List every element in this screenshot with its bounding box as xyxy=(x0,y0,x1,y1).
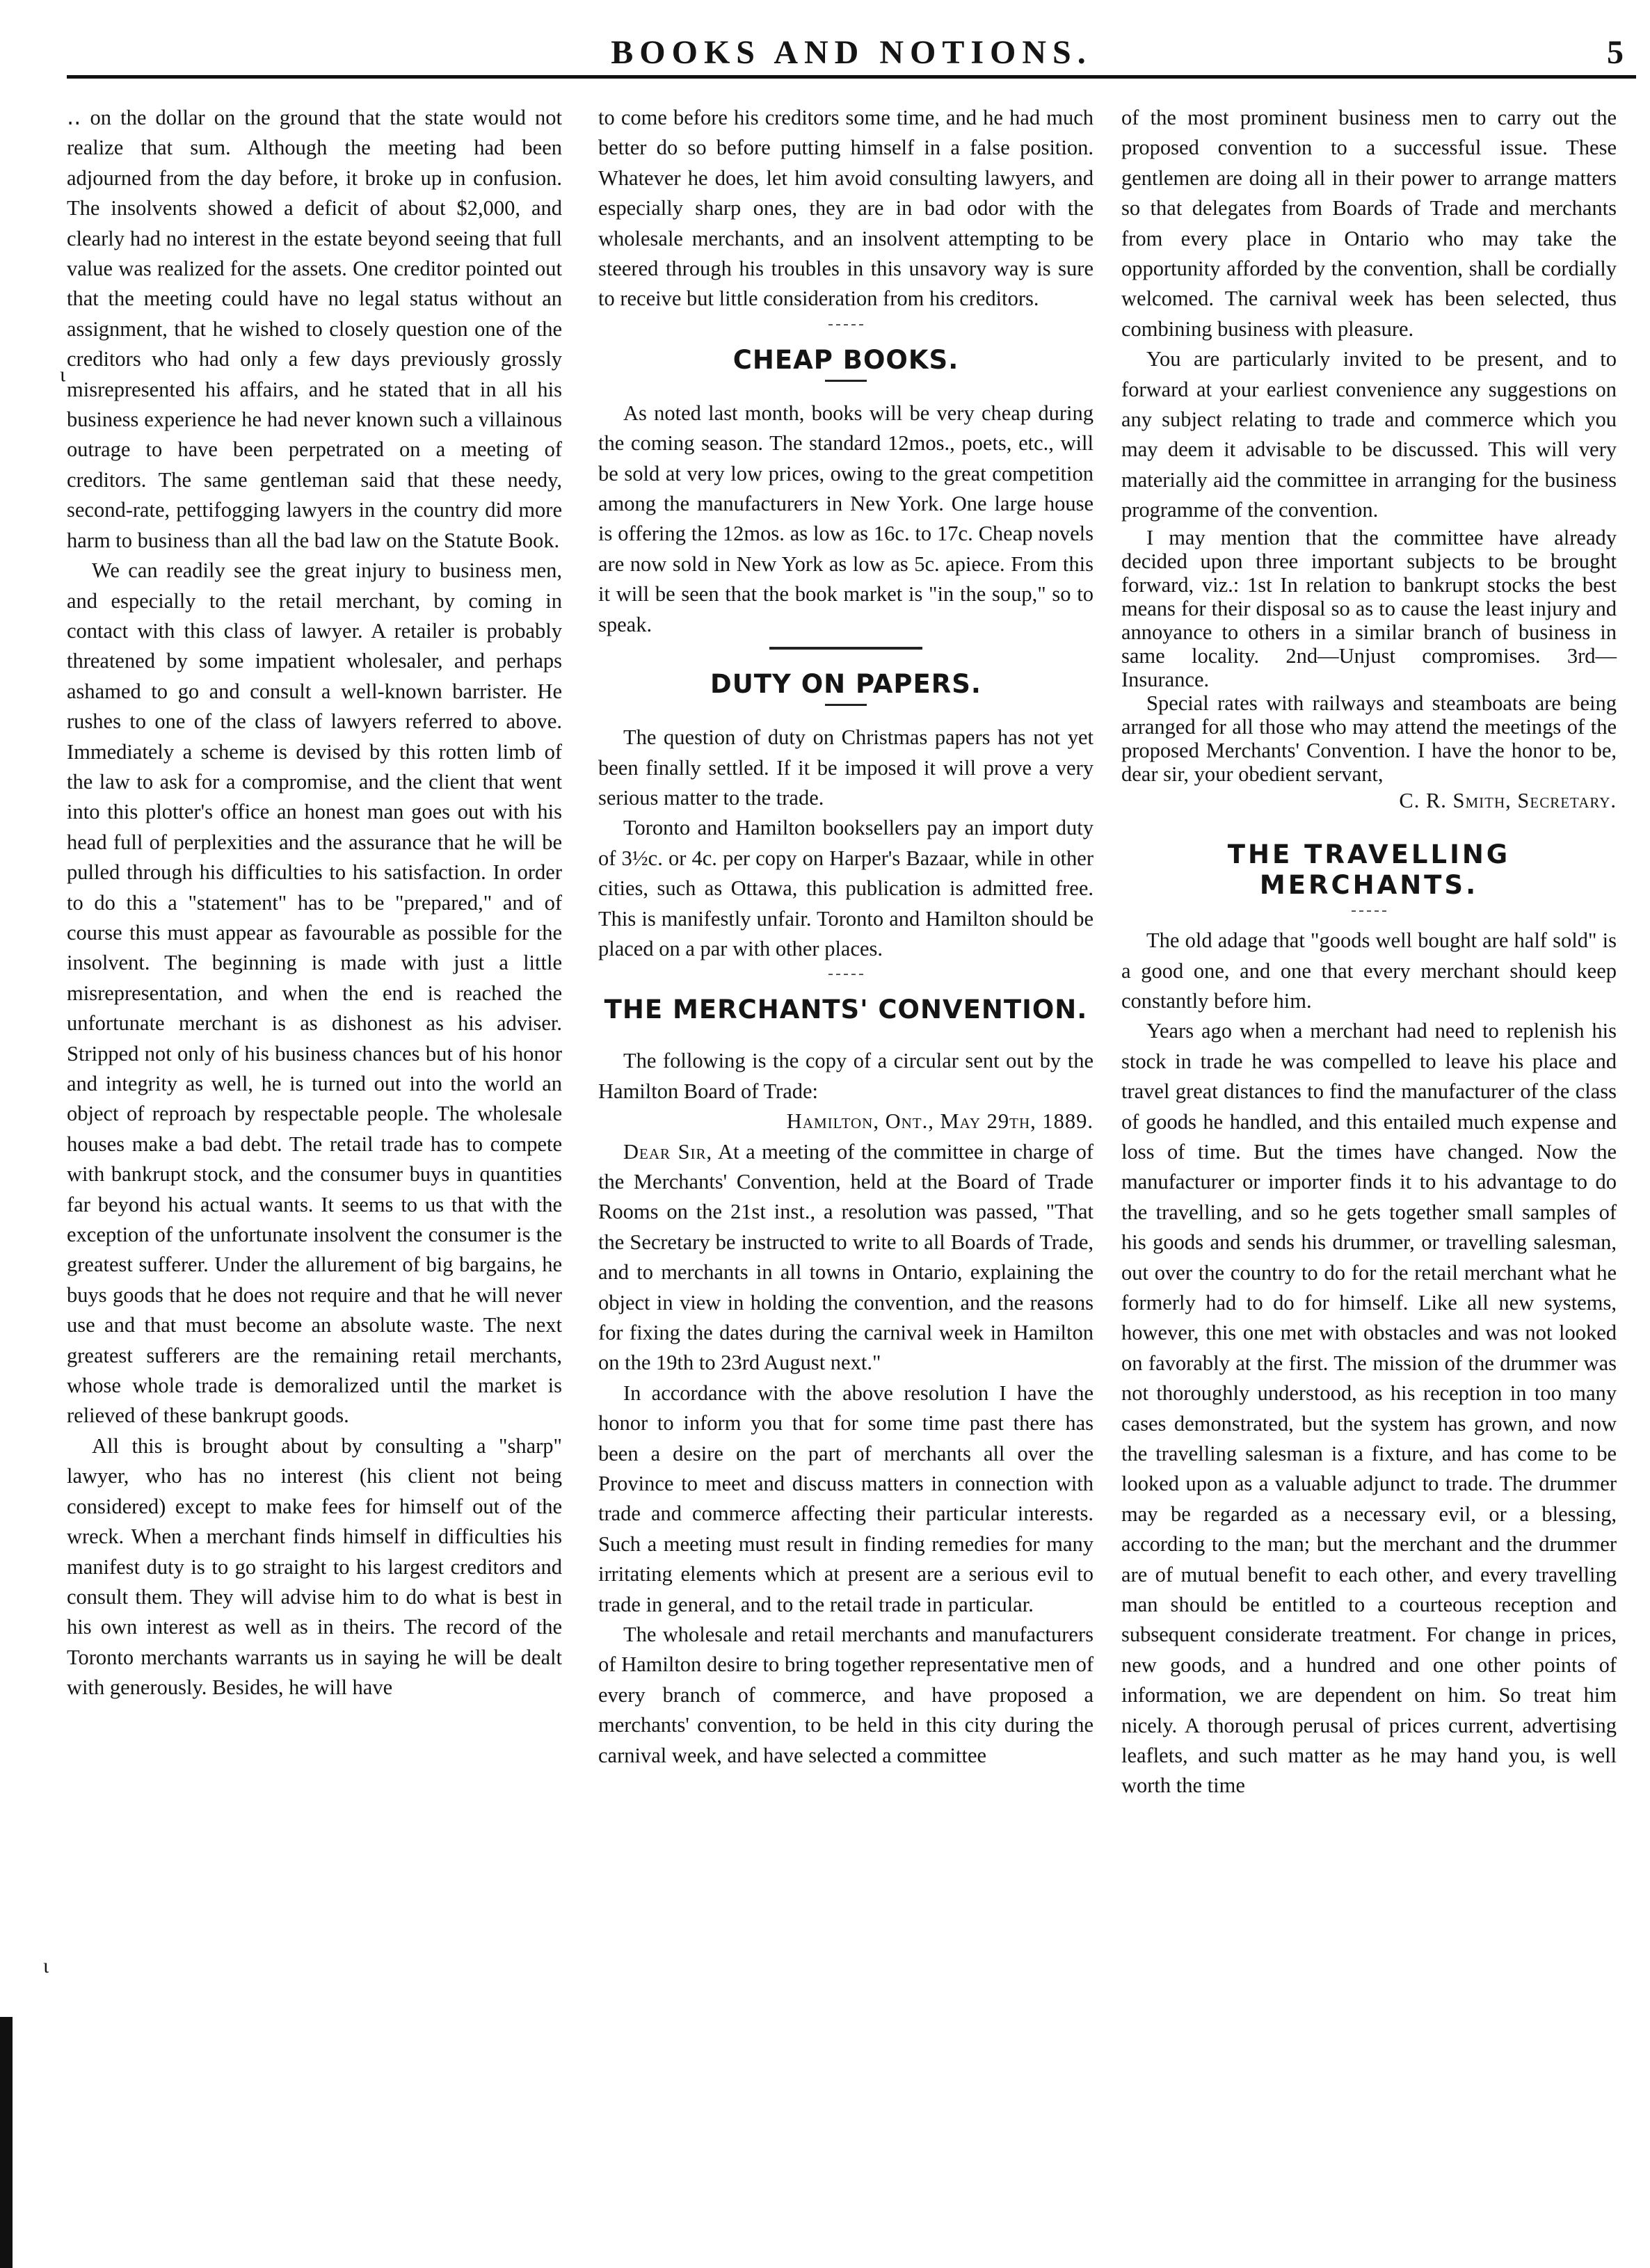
heading-duty-on-papers: DUTY ON PAPERS. xyxy=(710,669,982,700)
section-divider xyxy=(769,647,922,650)
dateline: Hamilton, Ont., May 29th, 1889. xyxy=(786,1109,1094,1134)
heading-travelling-merchants: THE TRAVELLING MERCHANTS. xyxy=(1227,839,1511,901)
publication-title: BOOKS AND NOTIONS. xyxy=(611,34,1092,71)
paragraph: Years ago when a merchant had need to replenish his stock in trade he was compelled to leave his place and travel great distances to find the manufacturer of the class of goods he handled, and this entailed much expense and loss of time. But the times have changed. Now the manufacturer or importer finds it to his advantage to do the travelling, and so he gets together small samples of his goods and sends his drummer, or travelling salesman, out over the country to do for the retail merchant what he formerly had to do for himself. Like all new systems, however, this one met with obstacles and was not looked on favorably at the first. The mission of the drummer was not thoroughly understood, as his reception in too many cases demonstrated, but the system has grown, and now the travelling salesman is a fixture, and has come to be looked upon as a valuable adjunct to trade. The drummer may be regarded as a necessary evil, or a blessing, according to the man; but the merchant and the drummer are of mutual benefit to each other, and every travelling man should be entitled to a courteous reception and subsequent considerate treatment. For change in prices, new goods, and a hundred and one other points of information, we are dependent on him. So treat him nicely. A thorough perusal of prices current, advertising leaflets, and such matter as he may hand you, is well worth the time xyxy=(1121,1019,1617,1798)
heading-rule xyxy=(825,704,867,706)
section-divider xyxy=(828,324,863,325)
paragraph: We can readily see the great injury to business men, and especially to the retail merchant, by coming in contact with this class of lawyer. A retailer is probably threatened by some impatient wholesaler, and perhaps ashamed to go and consult a well-known barrister. He rushes to one of the class of lawyers referred to above. Immediately a scheme is devised by this rotten limb of the law to ask for a compromise, and the client that went into this plotter's office an honest man goes out with his head full of perplexities and the assurance that he will be pulled through his difficulties to his satisfaction. In order to do this a "statement" has to be "prepared," and of course this must appear as favourable as possible for the insolvent. The beginning is made with just a little misrepresentation, and when the end is reached the unfortunate merchant is as dishonest as his adviser. Stripped not only of his business chances but of his honor and integrity as well, he is turned out into the world an object of reproach by respectable people. The wholesale houses make a bad debt. The retail trade has to compete with bankrupt stock, and the consumer buys in quantities far beyond his actual wants. It seems to us that with the exception of the unfortunate insolvent the consumer is the greatest sufferer. Under the allurement of big bargains, he buys goods that he does not require and that he will never use and that must become an absolute waste. The next greatest sufferers are the remaining retail merchants, whose whole trade is demoralized until the market is relieved of these bankrupt goods. xyxy=(67,558,562,1428)
paragraph: I may mention that the committee have already decided upon three important subjects to be brought forward, viz.: 1st In relation to bankrupt stocks the best means for their disposal so as to cause the least injury and annoyance to others in a similar branch of business in same locality. 2nd—Unjust compromises. 3rd—Insurance. xyxy=(1121,525,1617,691)
running-header xyxy=(67,28,1636,79)
heading-merchants-convention: THE MERCHANTS' CONVENTION. xyxy=(604,995,1088,1025)
margin-mark: ι xyxy=(43,1954,49,1977)
column-2 xyxy=(598,103,1094,1771)
column-1 xyxy=(67,103,562,1703)
paragraph: Special rates with railways and steamboats are being arranged for all those who may attend the meetings of the proposed Merchants' Convention. I have the honor to be, dear sir, your obedient servant, xyxy=(1121,691,1617,786)
heading-cheap-books: CHEAP BOOKS. xyxy=(732,344,959,375)
heading-rule xyxy=(825,380,867,382)
page-number: 5 xyxy=(1607,34,1624,71)
paragraph: of the most prominent business men to carry out the proposed convention to a successful issue. These gentlemen are doing all in their power to arrange matters so that delegates from Boards of Trade and merchants from every place in Ontario who may take the opportunity afforded by the convention, shall be cordially welcomed. The carnival week has been selected, thus combining business with pleasure. xyxy=(1121,106,1617,341)
paragraph-text: At a meeting of the committee in charge of the Merchants' Convention, held at the Board of Trade Rooms on the 21st inst., a resolution was passed, "That the Secretary be instructed to write to all Boards of Trade, and to merchants in all towns in Ontario, explaining the object in view in holding the convention, and the reasons for fixing the dates during the carnival week in Hamilton on the 19th to 23rd August next." xyxy=(598,1139,1094,1375)
paragraph: Toronto and Hamilton booksellers pay an import duty of 3½c. or 4c. per copy on Harper's Bazaar, while in other cities, such as Ottawa, this publication is admitted free. This is manifestly unfair. Toronto and Hamilton should be placed on a par with other places. xyxy=(598,816,1094,960)
paragraph: You are particularly invited to be present, and to forward at your earliest convenience any suggestions on any subject relating to trade and commerce which you may deem it advisable to be discussed. This will very materially aid the committee in arranging for the business programme of the convention. xyxy=(1121,347,1617,522)
paragraph: The old adage that "goods well bought are half sold" is a good one, and one that every merchant should keep constantly before him. xyxy=(1121,928,1617,1013)
paragraph: to come before his creditors some time, and he had much better do so before putting himself in a false position. Whatever he does, let him avoid consulting lawyers, and especially sharp ones, they are in bad odor with the wholesale merchants, and an insolvent attempting to be steered through his troubles in this unsavory way is sure to receive but little consideration from his creditors. xyxy=(598,106,1094,311)
paragraph: All this is brought about by consulting a "sharp" lawyer, who has no interest (his client not being considered) except to make fees for himself out of the wreck. When a merchant finds himself in difficulties his manifest duty is to go straight to his largest creditors and consult them. They will advise him to do what is best in his own interest as well as in theirs. The record of the Toronto merchants warrants us in saying he will be dealt with generously. Besides, he will have xyxy=(67,1433,562,1700)
paragraph: In accordance with the above resolution I have the honor to inform you that for some time past there has been a desire on the part of merchants all over the Province to meet and discuss matters in connection with trade and commerce affecting their particular interests. Such a meeting must result in finding remedies for many irritating elements which at present are a serious evil to trade in general, and to the retail trade in particular. xyxy=(598,1381,1094,1616)
paragraph: The question of duty on Christmas papers has not yet been finally settled. If it be imposed it will prove a very serious matter to the trade. xyxy=(598,725,1094,810)
scan-edge-bar xyxy=(0,2017,13,2268)
section-divider xyxy=(828,974,863,975)
paragraph: The wholesale and retail merchants and manufacturers of Hamilton desire to bring together representative men of every branch of commerce, and have proposed a merchants' convention, to be held in this city during the carnival week, and have selected a committee xyxy=(598,1623,1094,1767)
heading-rule xyxy=(1352,910,1386,912)
paragraph: As noted last month, books will be very cheap during the coming season. The standard 12mos., poets, etc., will be sold at very low prices, owing to the great competition among the manufacturers in New York. One large house is offering the 12mos. as low as 16c. to 17c. Cheap novels are now sold in New York as low as 5c. apiece. From this it will be seen that the book market is "in the soup," so to speak. xyxy=(598,401,1094,636)
signature: C. R. Smith, Secretary. xyxy=(1399,788,1617,812)
column-3 xyxy=(1121,103,1617,1801)
paragraph: ‥ on the dollar on the ground that the state would not realize that sum. Although the meeting had been adjourned from the day before, it broke up in confusion. The insolvents showed a deficit of about $2,000, and clearly had no interest in the estate beyond seeing that full value was realized for the assets. One creditor pointed out that the meeting could have no legal status without an assignment, that he wished to closely question one of the creditors who had only a few days previously grossly misrepresented his affairs, and he stated that in all his business experience he had never known such a villainous outrage to have been perpetrated on a meeting of creditors. The same gentleman said that these needy, second-rate, pettifogging lawyers in the country did more harm to business than all the bad law on the Statute Book. xyxy=(67,106,562,552)
margin-mark: ι xyxy=(60,363,66,386)
paragraph xyxy=(598,1137,1094,1378)
paragraph: The following is the copy of a circular sent out by the Hamilton Board of Trade: xyxy=(598,1049,1094,1103)
salutation: Dear Sir, xyxy=(623,1139,713,1164)
